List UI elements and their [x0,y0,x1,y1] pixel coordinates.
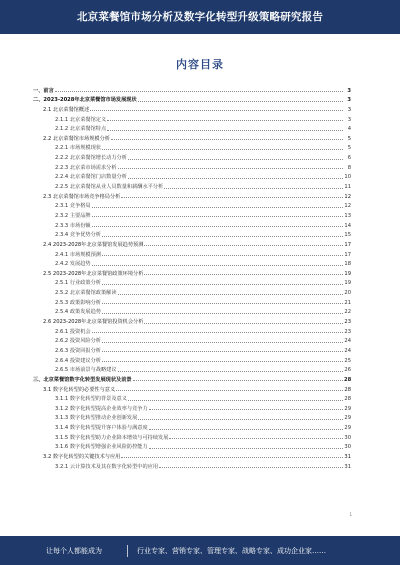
toc-entry-title: 3.1.1 数字化转型的背景及意义 [55,396,127,403]
toc-entry[interactable] [33,431,351,441]
toc-entry-title: 2.2 北京菜餐馆市场规模分析 [43,135,110,142]
toc-entry[interactable] [33,180,351,190]
toc-entry-title: 2.5.2 北京菜餐馆政策解读 [55,290,117,297]
toc-entry-title: 2.1 北京菜餐馆概述 [43,106,90,113]
toc-entry-title: 2.3.3 市场份额 [55,222,91,229]
toc-leader-dots [92,265,343,266]
toc-heading: 内容目录 [176,58,224,71]
toc-entry-title: 2.1.1 北京菜餐馆定义 [55,116,107,123]
toc-entry[interactable] [33,296,351,306]
toc-entry-page: 24 [344,338,351,345]
toc-entry[interactable] [33,335,351,345]
toc-leader-dots [102,313,343,314]
toc-entry-title: 2.2.2 北京菜餐馆增长动力分析 [55,155,127,162]
toc-entry-title: 2.3.1 竞争格局 [55,203,91,210]
toc-entry[interactable] [33,238,351,248]
toc-entry-title: 2.5 2023-2028年北京菜餐馆政策环境分析 [43,270,144,277]
toc-entry[interactable] [33,402,351,412]
toc-entry-page: 18 [344,261,351,268]
toc-entry-page: 24 [344,347,351,354]
toc-leader-dots [149,448,343,449]
toc-leader-dots [149,409,343,410]
toc-entry[interactable] [33,412,351,422]
toc-leader-dots [116,390,343,391]
toc-entry-title: 2.3 北京菜餐馆市场竞争格局分析 [43,193,121,200]
toc-entry-page: 5 [347,135,351,142]
toc-entry-page: 15 [344,232,351,239]
toc-leader-dots [121,457,343,458]
toc-entry-title: 3.1.4 数字化转型提升客户体验与满意度 [55,425,148,432]
toc-entry-page: 21 [344,299,351,306]
toc-entry-page: 23 [344,328,351,335]
toc-entry[interactable] [33,383,351,393]
toc-entry-page: 19 [344,280,351,287]
document-title: 北京菜餐馆市场分析及数字化转型升级策略研究报告 [76,11,324,23]
header-band [0,0,400,34]
toc-entry-page: 3 [347,97,351,104]
toc-entry-page: 20 [344,290,351,297]
toc-entry[interactable] [33,325,351,335]
toc-entry[interactable] [33,171,351,181]
toc-entry-title: 2.6.4 投资建议分析 [55,357,101,364]
toc-entry-page: 6 [347,155,351,162]
toc-entry-page: 28 [344,386,351,393]
toc-entry-title: 2.6.3 投资回报分析 [55,347,101,354]
toc-entry[interactable] [33,373,351,383]
toc-entry[interactable] [33,161,351,171]
toc-entry-page: 4 [347,126,351,133]
toc-entry-page: 3 [347,106,351,113]
toc-leader-dots [111,139,343,140]
toc-entry-title: 3.1.2 数字化转型提高企业效率与竞争力 [55,405,148,412]
toc-entry[interactable] [33,84,351,94]
toc-entry[interactable] [33,103,351,113]
toc-entry-title: 2.6 2023-2028年北京菜餐馆投资机会分析 [43,319,144,326]
toc-leader-dots [144,245,343,246]
toc-leader-dots [92,226,343,227]
toc-entry-title: 2.2.3 北京菜市场需求分析 [55,164,117,171]
toc-entry[interactable] [33,306,351,316]
toc-entry-page: 12 [344,203,351,210]
toc-leader-dots [121,197,343,198]
toc-entry-title: 2.5.4 政策发展趋势 [55,309,101,316]
toc-entry-page: 3 [347,87,351,94]
toc-entry-page: 11 [344,184,351,191]
toc-entry-title: 2.4.2 发展趋势 [55,261,91,268]
toc-leader-dots [128,400,343,401]
toc-entry-page: 30 [344,444,351,451]
toc-entry[interactable] [33,460,351,470]
toc-entry[interactable] [33,277,351,287]
toc-leader-dots [102,361,343,362]
footer-slogan: 让每个人都能成为 [46,547,102,555]
toc-entry[interactable] [33,315,351,325]
toc-leader-dots [107,120,343,121]
toc-leader-dots [118,294,343,295]
toc-entry[interactable] [33,219,351,229]
toc-entry[interactable] [33,441,351,451]
toc-entry-title: 2.2.5 北京菜餐馆从业人员数量和薪酬水平分析 [55,184,164,191]
toc-entry[interactable] [33,229,351,239]
toc-entry[interactable] [33,248,351,258]
toc-leader-dots [92,332,343,333]
toc-entry-page: 8 [347,164,351,171]
toc-entry-page: 29 [344,405,351,412]
toc-entry-page: 3 [347,116,351,123]
toc-entry[interactable] [33,209,351,219]
toc-entry-page: 26 [344,367,351,374]
toc-entry[interactable] [33,113,351,123]
toc-entry-title: 2.6.1 投资机会 [55,328,91,335]
toc-entry-page: 17 [344,251,351,258]
toc-leader-dots [102,351,343,352]
toc-leader-dots [102,342,343,343]
toc-leader-dots [169,438,343,439]
toc-entry-page: 14 [344,222,351,229]
toc-entry-title: 2.2.4 北京菜餐馆门店数量分析 [55,174,127,181]
toc-leader-dots [128,178,343,179]
table-of-contents [33,84,351,470]
footer-divider [127,545,128,557]
toc-entry[interactable] [33,267,351,277]
toc-entry-title: 3.1.6 数字化转型增强企业风险防控能力 [55,444,148,451]
toc-entry-title: 2.6.2 投资风险分析 [55,338,101,345]
toc-entry-title: 2.1.2 北京菜餐馆特点 [55,126,107,133]
toc-leader-dots [144,323,343,324]
toc-entry-page: 19 [344,270,351,277]
toc-leader-dots [92,216,343,217]
toc-entry-page: 28 [344,376,352,383]
toc-entry-page: 10 [344,174,351,181]
toc-leader-dots [102,284,343,285]
toc-leader-dots [102,236,343,237]
toc-leader-dots [102,255,343,256]
footer-tagline: 行业专家、营销专家、管理专家、战略专家、成功企业家…… [137,547,326,555]
toc-entry-title: 2.3.4 竞争优势分析 [55,232,101,239]
toc-entry-page: 30 [344,434,351,441]
toc-leader-dots [144,274,343,275]
toc-leader-dots [55,91,343,92]
toc-leader-dots [118,168,343,169]
toc-entry-title: 三、北京菜餐馆数字化转型发展现状及前景 [33,376,132,383]
toc-entry-page: 12 [344,193,351,200]
page-number: 1 [349,512,352,517]
toc-entry-title: 2.2.1 市场规模现状 [55,145,101,152]
toc-entry-title: 3.1 数字化转型的必要性与意义 [43,386,116,393]
toc-entry[interactable] [33,132,351,142]
toc-entry[interactable] [33,190,351,200]
toc-entry[interactable] [33,142,351,152]
toc-entry[interactable] [33,94,351,104]
toc-entry-page: 28 [344,396,351,403]
toc-leader-dots [133,380,343,381]
toc-leader-dots [138,419,343,420]
toc-entry[interactable] [33,354,351,364]
toc-entry-title: 2.5.1 行业政策分析 [55,280,101,287]
toc-entry-title: 2.5.3 政策影响分析 [55,299,101,306]
toc-leader-dots [128,159,343,160]
toc-entry-page: 17 [344,241,351,248]
toc-leader-dots [102,149,343,150]
toc-entry[interactable] [33,450,351,460]
toc-entry[interactable] [33,200,351,210]
toc-entry-title: 2.4 2023-2028年北京菜餐馆发展趋势预测 [43,241,144,248]
toc-entry-page: 5 [347,145,351,152]
toc-leader-dots [118,371,343,372]
toc-entry[interactable] [33,344,351,354]
footer-band [0,538,400,565]
toc-entry[interactable] [33,151,351,161]
toc-entry[interactable] [33,258,351,268]
toc-leader-dots [107,130,343,131]
toc-entry-page: 23 [344,319,351,326]
toc-entry-page: 29 [344,425,351,432]
toc-entry-page: 31 [344,453,351,460]
toc-entry-title: 3.2.1 云计算技术及其在数字化转型中的应用 [55,463,159,470]
toc-entry-title: 3.1.5 数字化转型助力企业降本增效与可持续发展 [55,434,169,441]
toc-entry-page: 13 [344,212,351,219]
toc-entry[interactable] [33,123,351,133]
toc-entry-title: 二、2023-2028年北京菜餐馆市场发展现状 [33,97,137,104]
toc-entry-title: 3.2 数字化转型的关键技术与应用 [43,453,121,460]
toc-entry[interactable] [33,421,351,431]
toc-entry-title: 2.6.5 市场前景与战略建议 [55,367,117,374]
toc-leader-dots [138,101,343,102]
toc-leader-dots [92,207,343,208]
toc-entry-page: 31 [344,463,351,470]
toc-entry[interactable] [33,364,351,374]
toc-entry[interactable] [33,393,351,403]
toc-entry-title: 2.3.2 主要品牌 [55,212,91,219]
toc-leader-dots [90,110,343,111]
toc-entry-title: 2.4.1 市场规模预测 [55,251,101,258]
toc-leader-dots [164,188,343,189]
toc-entry-page: 29 [344,415,351,422]
toc-leader-dots [149,429,343,430]
toc-entry[interactable] [33,286,351,296]
toc-entry-page: 25 [344,357,351,364]
toc-entry-title: 3.1.3 数字化转型推动企业创新发展 [55,415,138,422]
toc-leader-dots [102,303,343,304]
toc-entry-page: 22 [344,309,351,316]
toc-entry-title: 一、前言 [33,87,54,94]
toc-leader-dots [159,467,343,468]
